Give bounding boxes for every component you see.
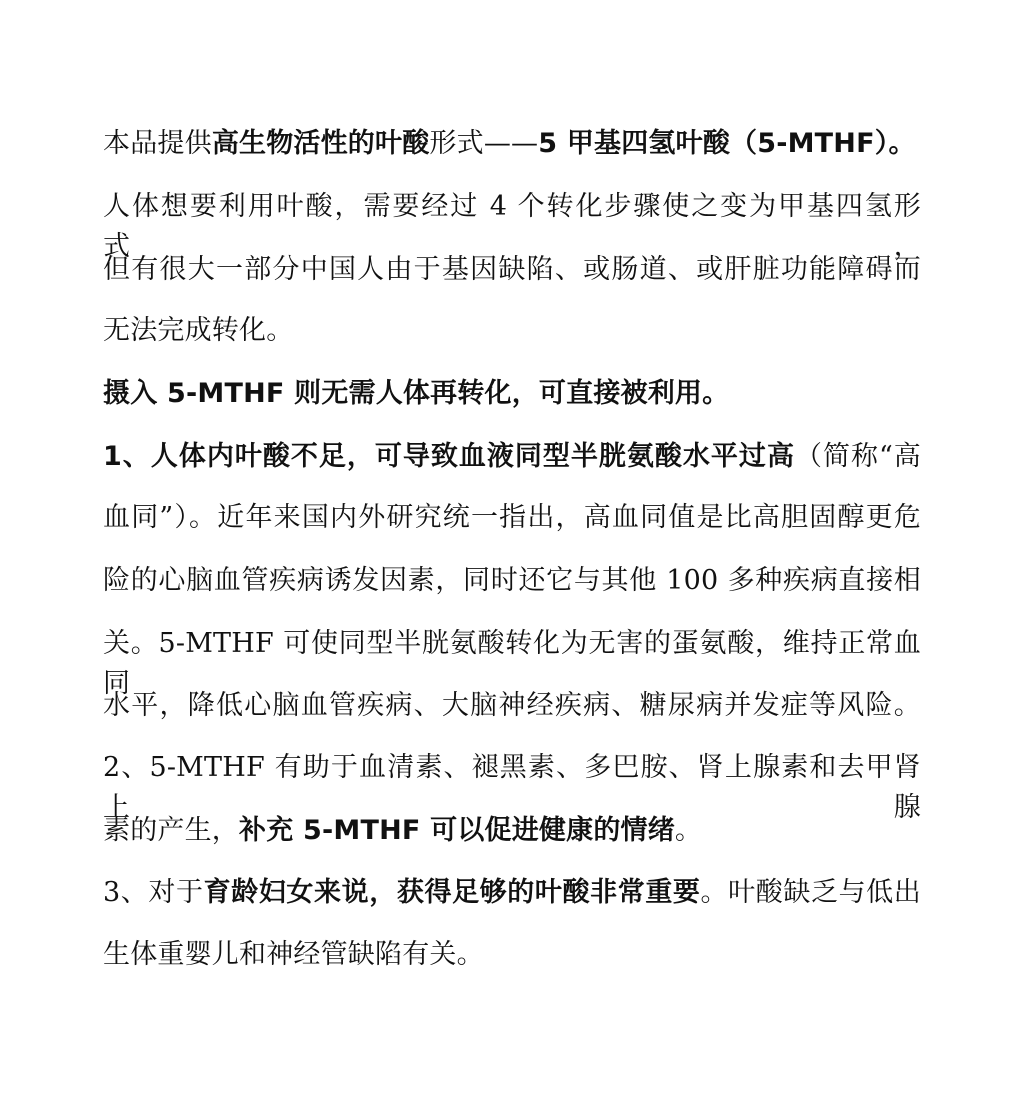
conversion-text: 无法完成转化。 [103, 315, 294, 346]
point-3-bold-text: 育龄妇女来说，获得足够的叶酸非常重要 [203, 877, 701, 908]
conversion-text: 但有很大一部分中国人由于基因缺陷、或肠道、或肝脏功能障碍而 [103, 254, 921, 285]
point-2-text: 素的产生， [103, 815, 239, 846]
point-2-text: 。 [674, 815, 703, 846]
point-2-bold-text: 补充 5-MTHF 可以促进健康的情绪 [239, 815, 675, 846]
point-3-text: 3、对于 [103, 877, 204, 908]
intro-text: 本品提供 [103, 128, 212, 159]
point-1-text: 关。5-MTHF 可使同型半胱氨酸转化为无害的蛋氨酸，维持正常血同 [103, 628, 921, 699]
point-1-line [103, 686, 921, 726]
paragraph-conversion-line [103, 311, 293, 351]
point-1-bold-text: 1、人体内叶酸不足，可导致血液同型半胱氨酸水平过高 [103, 441, 795, 472]
point-1-line [103, 437, 921, 477]
point-1-text: 血同”）。近年来国内外研究统一指出，高血同值是比高胆固醇更危 [103, 502, 921, 533]
intro-bold-text: 高生物活性的叶酸 [211, 128, 430, 159]
point-3-line [103, 935, 484, 975]
direct-use-bold-text: 摄入 5-MTHF 则无需人体再转化，可直接被利用。 [103, 378, 730, 409]
point-3-line [103, 873, 921, 913]
conversion-text: 人体想要利用叶酸，需要经过 4 个转化步骤使之变为甲基四氢形式， [103, 191, 921, 262]
point-1-line [103, 624, 921, 699]
point-1-line [103, 498, 921, 538]
paragraph-direct-use-line [103, 374, 729, 414]
point-3-text: 生体重婴儿和神经管缺陷有关。 [103, 939, 484, 970]
paragraph-intro-line [103, 124, 916, 164]
point-3-text: 。叶酸缺乏与低出 [700, 877, 921, 908]
point-2-line [103, 811, 702, 851]
intro-text: 形式—— [429, 128, 539, 159]
point-1-line [103, 561, 921, 601]
point-1-text: 险的心脑血管疾病诱发因素，同时还它与其他 100 多种疾病直接相 [103, 565, 921, 596]
intro-bold-text: 5 甲基四氢叶酸（5-MTHF）。 [538, 128, 916, 159]
paragraph-conversion-line [103, 250, 921, 290]
point-1-text: 水平，降低心脑血管疾病、大脑神经疾病、糖尿病并发症等风险。 [103, 690, 921, 721]
paragraph-conversion-line [103, 187, 921, 262]
point-1-text: （简称“高 [794, 441, 921, 472]
point-2-line [103, 748, 921, 823]
point-2-text: 2、5-MTHF 有助于血清素、褪黑素、多巴胺、肾上腺素和去甲肾上腺 [103, 752, 921, 823]
